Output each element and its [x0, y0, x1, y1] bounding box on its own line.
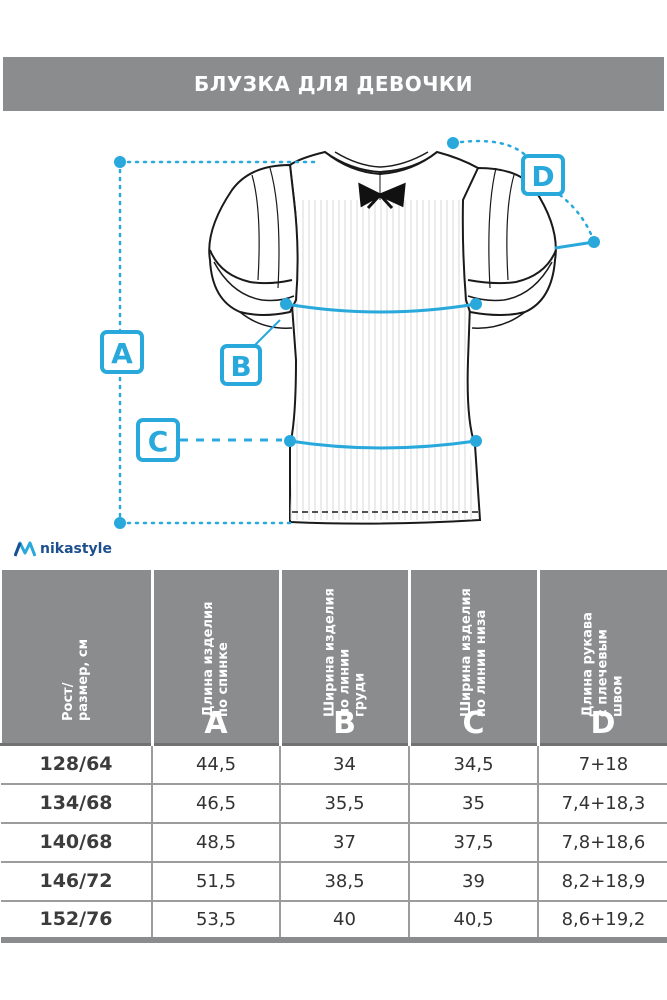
table-row [1, 901, 667, 940]
header-letter: B [333, 706, 356, 741]
value-cell: 34 [280, 745, 409, 784]
size-table [0, 568, 667, 943]
header-letter: C [462, 706, 485, 741]
header-label: Длина рукава с плечевым швом [580, 612, 626, 717]
marker-b [222, 346, 260, 384]
title-bar [3, 57, 664, 111]
value-cell: 35 [409, 784, 538, 823]
value-cell: 35,5 [280, 784, 409, 823]
value-cell: 37 [280, 823, 409, 862]
marker-a [102, 332, 142, 372]
marker-c [138, 420, 178, 460]
header-label: Ширина изделия по линии груди [322, 588, 367, 717]
size-table-wrap [0, 568, 667, 942]
size-cell: 134/68 [1, 784, 152, 823]
garment-diagram [0, 115, 667, 545]
header-size [1, 569, 152, 745]
value-cell: 7+18 [538, 745, 667, 784]
value-cell: 53,5 [152, 901, 280, 940]
value-cell: 40 [280, 901, 409, 940]
brand-name: nikastyle [40, 541, 112, 557]
value-cell: 46,5 [152, 784, 280, 823]
table-row [1, 862, 667, 901]
header-label: Длина изделия по спинке [201, 601, 231, 717]
header-letter: A [204, 706, 228, 741]
value-cell: 39 [409, 862, 538, 901]
header-b [280, 569, 409, 745]
value-cell: 37,5 [409, 823, 538, 862]
table-row [1, 745, 667, 784]
value-cell: 34,5 [409, 745, 538, 784]
value-cell: 7,8+18,6 [538, 823, 667, 862]
table-row [1, 784, 667, 823]
header-c [409, 569, 538, 745]
size-cell: 140/68 [1, 823, 152, 862]
page-title: БЛУЗКА ДЛЯ ДЕВОЧКИ [193, 72, 474, 96]
header-label: Рост/ размер, см [61, 638, 92, 721]
brand-logo [14, 538, 112, 560]
svg-text:D: D [531, 160, 555, 193]
size-cell: 128/64 [1, 745, 152, 784]
value-cell: 48,5 [152, 823, 280, 862]
nikastyle-logo-icon [14, 541, 36, 557]
header-letter: D [590, 706, 616, 741]
value-cell: 38,5 [280, 862, 409, 901]
value-cell: 44,5 [152, 745, 280, 784]
value-cell: 8,6+19,2 [538, 901, 667, 940]
header-d [538, 569, 667, 745]
table-row [1, 823, 667, 862]
table-header-row [1, 569, 667, 745]
marker-d [523, 156, 563, 194]
svg-text:C: C [147, 425, 169, 458]
svg-text:B: B [230, 350, 252, 383]
header-label: Ширина изделия по линии низа [458, 588, 489, 717]
header-a [152, 569, 280, 745]
value-cell: 7,4+18,3 [538, 784, 667, 823]
value-cell: 51,5 [152, 862, 280, 901]
svg-text:A: A [111, 337, 133, 370]
size-cell: 152/76 [1, 901, 152, 940]
value-cell: 8,2+18,9 [538, 862, 667, 901]
value-cell: 40,5 [409, 901, 538, 940]
size-cell: 146/72 [1, 862, 152, 901]
